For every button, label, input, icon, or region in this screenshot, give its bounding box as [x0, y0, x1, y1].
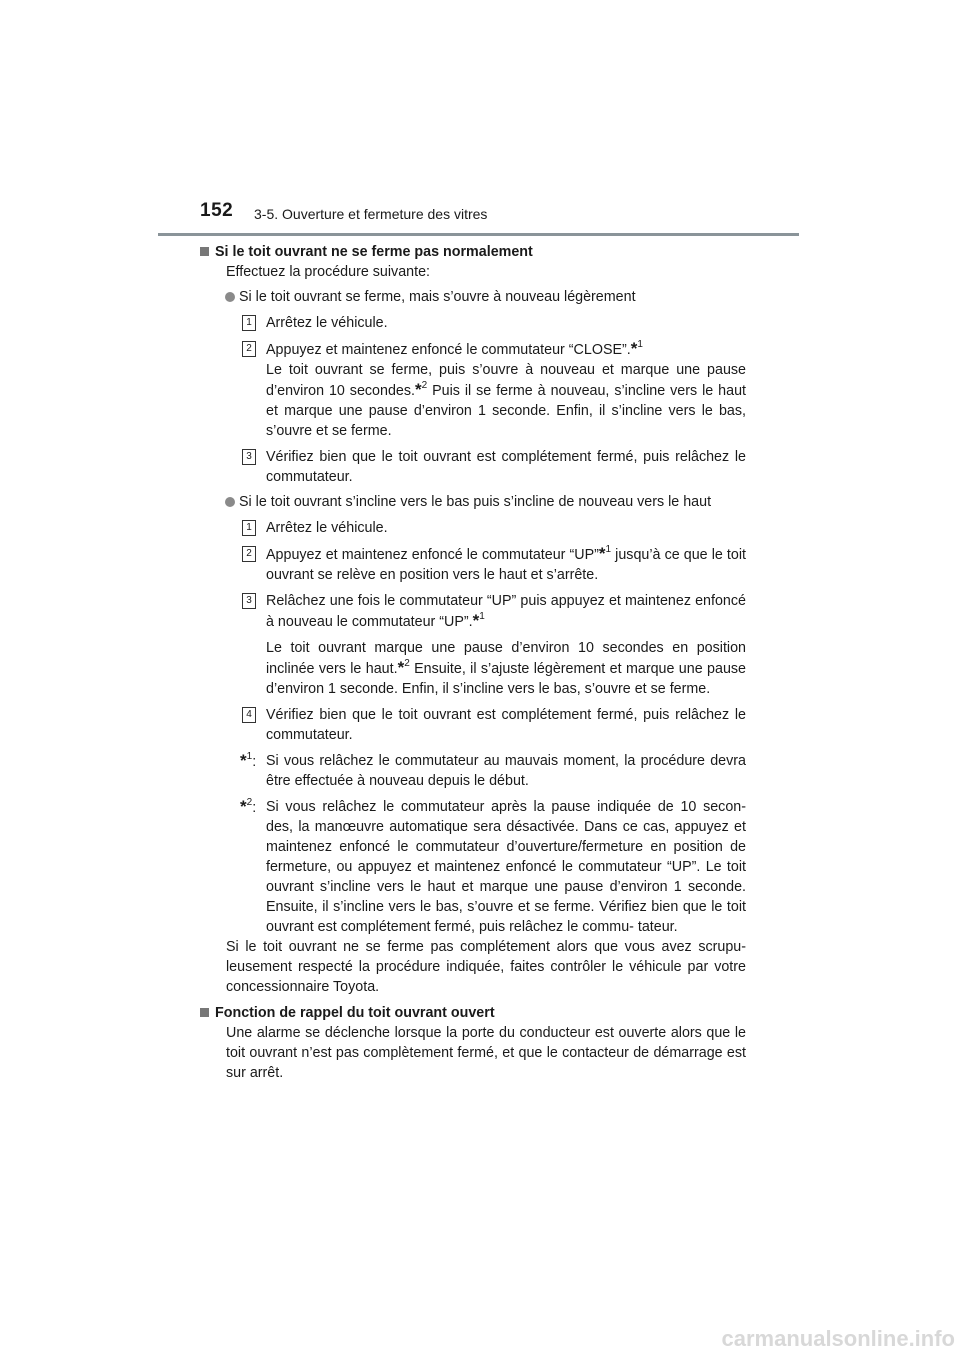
section-heading [213, 1003, 746, 1023]
svg-text:carmanualsonline.info: carmanualsonline.info [721, 1326, 955, 1351]
section-heading [213, 242, 746, 262]
bullet-item [226, 287, 746, 307]
step-text: Arrêtez le véhicule. [266, 315, 388, 331]
step-text: Relâchez une fois le commutateur “UP” puis appuyez et maintenez enfoncé à nouveau le commutateur “UP”.*$^1$ [266, 593, 746, 630]
step-item [226, 705, 746, 745]
step-item [226, 591, 746, 699]
step-text: Le toit ouvrant marque une pause d’environ 10 secondes en position inclinée vers le haut.*$^2$ Ensuite, il s’ajuste légèrement et marque une pause d’environ 1 seconde. Enfin, il s’incline vers le bas, s’ouvre et se ferme. [266, 640, 746, 697]
step-text: Appuyez et maintenez enfoncé le commutateur “UP”*$^1$ jusqu’à ce que le toit ouvrant se relève en position vers le haut et s’arrête. [266, 544, 746, 583]
step-text: Arrêtez le véhicule. [266, 520, 388, 536]
bullet-item [226, 492, 746, 512]
step-number: 1 [242, 520, 256, 536]
footnote-text: Si vous relâchez le commutateur au mauvais moment, la procédure devra être effectuée à nouveau depuis le début. [266, 753, 746, 789]
round-bullet-icon [225, 497, 235, 507]
step-item [226, 339, 746, 441]
header-rule [158, 233, 799, 236]
footnote [226, 797, 746, 937]
step-number: 3 [242, 449, 256, 465]
step-text: Appuyez et maintenez enfoncé le commutateur “CLOSE”.*$^1$ Le toit ouvrant se ferme, puis s’ouvre à nouveau et marque une pause d’environ 10 secondes.*$^2$ Puis il se ferme à nouveau, s’incline vers le haut et marque une pause d’environ 1 seconde. Enfin, il s’incline vers le bas, s’ouvre et se ferme. [266, 339, 746, 439]
footnote-marker: *$^1$: [240, 751, 257, 770]
bullet-label: Si le toit ouvrant s’incline vers le bas puis s’incline de nouveau vers le haut [239, 494, 712, 510]
step-text: Vérifiez bien que le toit ouvrant est complétement fermé, puis relâchez le commutateur. [266, 449, 746, 485]
square-bullet-icon [200, 1008, 209, 1017]
step-number: 2 [242, 341, 256, 357]
heading-text: Si le toit ouvrant ne se ferme pas normalement [215, 244, 533, 260]
round-bullet-icon [225, 292, 235, 302]
page-content [213, 242, 746, 1083]
body-paragraph: Une alarme se déclenche lorsque la porte du conducteur est ouverte alors que le toit ouvrant n’est pas complètement fermé, et que le contacteur de démarrage est sur arrêt. [226, 1025, 746, 1081]
page-number: 152 [200, 200, 234, 221]
step-item [226, 518, 746, 538]
step-item [226, 447, 746, 487]
footnote-marker: *$^2$: [240, 797, 257, 816]
step-number: 4 [242, 707, 256, 723]
footnote-text: Si vous relâchez le commutateur après la pause indiquée de 10 secon- des, la manœuvre automatique sera désactivée. Dans ce cas, appuyez et maintenez enfoncé le commutateur d’ouverture/fermeture en position de fermeture, ou appuyez et maintenez enfoncé le commutateur “UP”. Le toit ouvrant s’incline vers le haut et marque une pause d’environ 1 seconde. Ensuite, il s’incline vers le bas, s’ouvre et se ferme. Vérifiez bien que le toit ouvrant est complétement fermé, puis relâchez le commu- tateur. [266, 799, 746, 935]
intro-text: Effectuez la procédure suivante: [226, 264, 430, 280]
footnote [226, 751, 746, 791]
section-title: 3-5. Ouverture et fermeture des vitres [254, 206, 488, 222]
step-text: Vérifiez bien que le toit ouvrant est complétement fermé, puis relâchez le commutateur. [266, 707, 746, 743]
step-item [226, 313, 746, 333]
step-number: 1 [242, 315, 256, 331]
bullet-label: Si le toit ouvrant se ferme, mais s’ouvre à nouveau légèrement [239, 289, 636, 305]
heading-text: Fonction de rappel du toit ouvrant ouvert [215, 1005, 495, 1021]
watermark-logo [0, 1318, 960, 1358]
step-number: 2 [242, 546, 256, 562]
step-item [226, 544, 746, 585]
step-number: 3 [242, 593, 256, 609]
closing-paragraph: Si le toit ouvrant ne se ferme pas complétement alors que vous avez scrupu- leusement respecté la procédure indiquée, faites contrôler le véhicule par votre concessionnaire Toyota. [226, 939, 746, 995]
square-bullet-icon [200, 247, 209, 256]
